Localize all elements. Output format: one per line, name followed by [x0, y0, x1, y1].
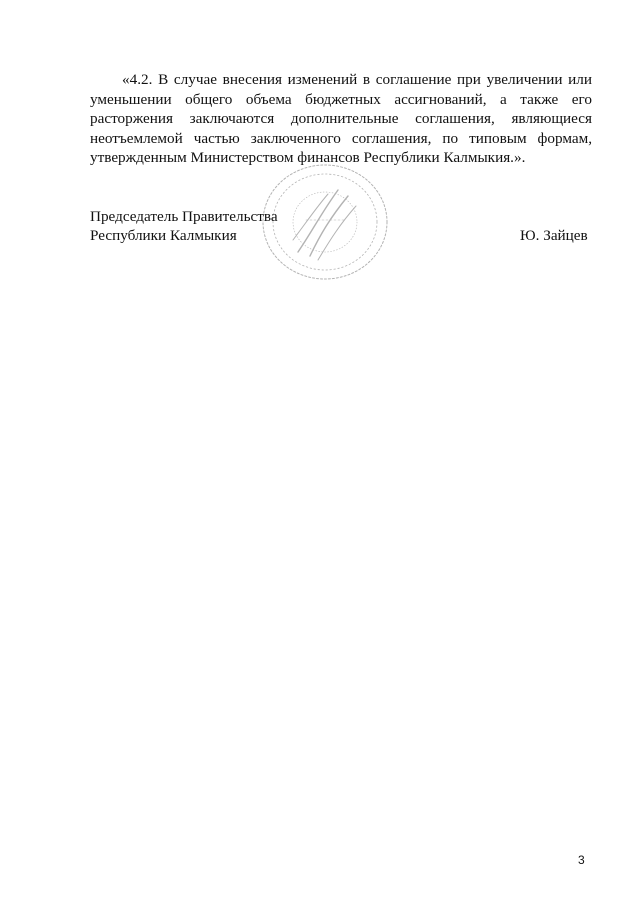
position-line-1: Председатель Правительства: [90, 208, 278, 225]
official-seal-icon: [258, 160, 393, 285]
signatory-position: [90, 207, 278, 245]
position-line-2: Республики Калмыкия: [90, 227, 237, 244]
signatory-name: Ю. Зайцев: [520, 227, 588, 244]
page-number: 3: [578, 853, 585, 867]
amendment-paragraph: «4.2. В случае внесения изменений в соглашение при увеличении или уменьшении общего объема бюджетных ассигнований, а также его расторжения заключаются дополнительные соглашения, являющиеся неотъемлемой частью заключенного соглашения, по типовым формам, утвержденным Министерством финансов Республики Калмыкия.».: [90, 71, 592, 167]
